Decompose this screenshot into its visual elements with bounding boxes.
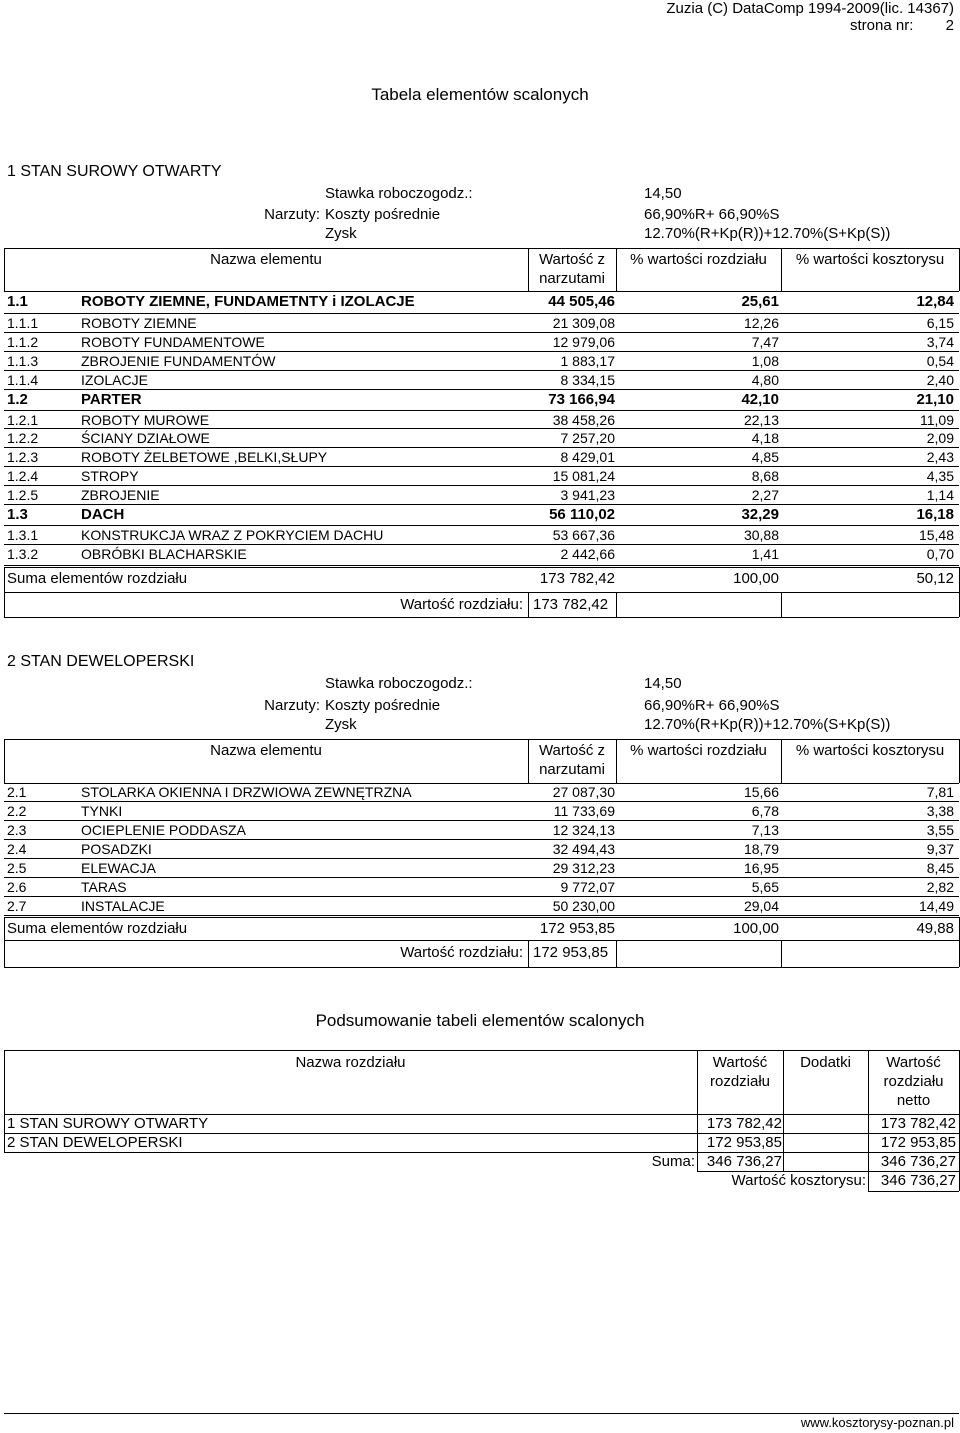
- sum-pct-total: 50,12: [916, 570, 954, 587]
- section-title: 2 STAN DEWELOPERSKI: [7, 653, 195, 670]
- row-value: 29 312,23: [552, 860, 615, 876]
- row-pct-total: 3,74: [926, 334, 954, 350]
- row-pct-chapter: 12,26: [743, 315, 779, 331]
- row-value: 2 442,66: [560, 546, 615, 562]
- row-pct-total: 8,45: [926, 860, 954, 876]
- row-name: TYNKI: [81, 803, 123, 819]
- summary-row-net: 173 782,42: [880, 1115, 956, 1132]
- row-pct-total: 6,15: [926, 315, 954, 331]
- row-pct-total: 3,38: [926, 803, 954, 819]
- summary-sum-value: 346 736,27: [706, 1153, 782, 1170]
- row-pct-chapter: 4,85: [751, 449, 779, 465]
- rate-label: Stawka roboczogodz.:: [325, 675, 473, 692]
- col-header-pct-chapter: % wartości rozdziału: [630, 742, 767, 759]
- summary-title: Podsumowanie tabeli elementów scalonych: [315, 1011, 645, 1030]
- footer-url: www.kosztorysy-poznan.pl: [800, 1415, 954, 1430]
- chapter-value-label: Wartość rozdziału:: [400, 944, 523, 961]
- row-pct-total: 21,10: [916, 391, 954, 408]
- row-number: 1.2: [7, 391, 28, 408]
- chapter-box-divider: [528, 592, 529, 617]
- sum-left-border: [4, 917, 5, 940]
- col-header-name: Nazwa elementu: [210, 742, 322, 759]
- row-value: 50 230,00: [552, 898, 615, 914]
- row-number: 1.1.2: [7, 334, 39, 350]
- profit-label: Zysk: [325, 225, 357, 242]
- table-top-border: [4, 248, 959, 249]
- row-number: 1.2.2: [7, 430, 39, 446]
- row-divider: [4, 820, 959, 821]
- col-header-pct-total: % wartości kosztorysu: [795, 251, 945, 268]
- summary-row-name: 1 STAN SUROWY OTWARTY: [7, 1115, 209, 1132]
- row-number: 1.2.5: [7, 487, 39, 503]
- row-divider: [4, 504, 959, 505]
- row-name: KONSTRUKCJA WRAZ Z POKRYCIEM DACHU: [81, 527, 384, 543]
- summary-row-name: 2 STAN DEWELOPERSKI: [7, 1134, 183, 1151]
- row-divider: [4, 370, 959, 371]
- sum-value: 173 782,42: [539, 570, 615, 587]
- summary-col-net-2: rozdziału: [883, 1073, 944, 1090]
- row-name: ROBOTY ZIEMNE, FUNDAMETNTY i IZOLACJE: [81, 293, 415, 310]
- row-value: 15 081,24: [552, 468, 615, 484]
- row-divider: [4, 839, 959, 840]
- col-header-value-2: narzutami: [539, 270, 605, 287]
- row-pct-chapter: 29,04: [743, 898, 779, 914]
- chapter-value-label: Wartość rozdziału:: [400, 596, 523, 613]
- summary-col-extra: Dodatki: [800, 1054, 851, 1071]
- summary-row-divider: [868, 1191, 959, 1192]
- sum-pct-chapter: 100,00: [733, 570, 779, 587]
- chapter-box-divider: [528, 940, 529, 967]
- row-pct-chapter: 18,79: [743, 841, 779, 857]
- row-number: 2.3: [7, 822, 27, 838]
- chapter-box-divider: [781, 592, 782, 617]
- row-number: 2.5: [7, 860, 27, 876]
- rate-value: 14,50: [644, 675, 682, 692]
- row-name: ROBOTY ŻELBETOWE ,BELKI,SŁUPY: [81, 449, 328, 465]
- page-number-label: strona nr:: [850, 17, 914, 34]
- row-pct-chapter: 1,08: [751, 353, 779, 369]
- page-title: Tabela elementów scalonych: [371, 85, 589, 104]
- row-value: 44 505,46: [548, 293, 615, 310]
- row-divider: [4, 896, 959, 897]
- row-name: DACH: [81, 506, 125, 523]
- row-pct-total: 1,14: [926, 487, 954, 503]
- indirect-value: 66,90%R+ 66,90%S: [644, 206, 780, 223]
- row-value: 9 772,07: [560, 879, 615, 895]
- chapter-box-left: [4, 592, 5, 617]
- row-pct-chapter: 1,41: [751, 546, 779, 562]
- chapter-box-bottom: [4, 967, 959, 968]
- row-divider: [4, 544, 959, 545]
- row-pct-chapter: 8,68: [751, 468, 779, 484]
- col-header-pct-chapter: % wartości rozdziału: [630, 251, 767, 268]
- row-value: 1 883,17: [560, 353, 615, 369]
- row-value: 8 334,15: [560, 372, 615, 388]
- surcharge-label: Narzuty:: [264, 697, 320, 714]
- row-pct-total: 2,82: [926, 879, 954, 895]
- row-pct-chapter: 5,65: [751, 879, 779, 895]
- row-divider: [4, 525, 959, 526]
- row-name: ROBOTY ZIEMNE: [81, 315, 197, 331]
- row-name: ELEWACJA: [81, 860, 156, 876]
- row-name: ROBOTY MUROWE: [81, 412, 210, 428]
- row-name: ROBOTY FUNDAMENTOWE: [81, 334, 265, 350]
- row-number: 1.3: [7, 506, 28, 523]
- section-title: 1 STAN SUROWY OTWARTY: [7, 163, 222, 180]
- row-pct-total: 2,43: [926, 449, 954, 465]
- summary-total-value: 346 736,27: [880, 1172, 956, 1189]
- row-number: 2.2: [7, 803, 27, 819]
- row-divider: [4, 447, 959, 448]
- sum-label: Suma elementów rozdziału: [7, 920, 188, 937]
- row-number: 1.1.4: [7, 372, 39, 388]
- sum-label: Suma elementów rozdziału: [7, 570, 188, 587]
- summary-row-net: 172 953,85: [880, 1134, 956, 1151]
- summary-col-net-3: netto: [896, 1092, 931, 1109]
- row-pct-chapter: 32,29: [741, 506, 779, 523]
- row-pct-chapter: 2,27: [751, 487, 779, 503]
- summary-col-value: Wartość: [712, 1054, 768, 1071]
- row-value: 56 110,02: [549, 506, 615, 523]
- row-value: 12 324,13: [552, 822, 615, 838]
- profit-value: 12.70%(R+Kp(R))+12.70%(S+Kp(S)): [644, 225, 891, 242]
- rate-label: Stawka roboczogodz.:: [325, 185, 473, 202]
- table-header-border: [4, 291, 959, 292]
- table-top-border: [4, 739, 959, 740]
- row-divider: [4, 389, 959, 390]
- row-name: INSTALACJE: [81, 898, 165, 914]
- row-number: 1.2.3: [7, 449, 39, 465]
- summary-row-value: 172 953,85: [706, 1134, 782, 1151]
- row-pct-chapter: 30,88: [743, 527, 779, 543]
- row-pct-total: 2,40: [926, 372, 954, 388]
- col-header-name: Nazwa elementu: [210, 251, 322, 268]
- row-pct-total: 16,18: [916, 506, 954, 523]
- row-divider: [4, 565, 959, 566]
- row-name: STROPY: [81, 468, 139, 484]
- surcharge-label: Narzuty:: [264, 206, 320, 223]
- col-header-value-2: narzutami: [539, 761, 605, 778]
- chapter-box-divider: [781, 940, 782, 967]
- row-number: 2.7: [7, 898, 27, 914]
- row-pct-chapter: 6,78: [751, 803, 779, 819]
- row-divider: [4, 428, 959, 429]
- row-pct-total: 11,09: [920, 412, 954, 428]
- chapter-value: 172 953,85: [533, 944, 609, 961]
- row-divider: [4, 313, 959, 314]
- row-divider: [4, 466, 959, 467]
- row-value: 38 458,26: [552, 412, 615, 428]
- summary-row-value: 173 782,42: [706, 1115, 782, 1132]
- row-number: 1.1.1: [7, 315, 39, 331]
- row-value: 27 087,30: [552, 784, 615, 800]
- summary-col-value-2: rozdziału: [709, 1073, 771, 1090]
- row-pct-total: 0,54: [926, 353, 954, 369]
- row-number: 2.1: [7, 784, 27, 800]
- row-pct-total: 7,81: [926, 784, 954, 800]
- indirect-label: Koszty pośrednie: [325, 206, 441, 223]
- row-name: ZBROJENIE: [81, 487, 160, 503]
- row-number: 1.1: [7, 293, 28, 310]
- rate-value: 14,50: [644, 185, 682, 202]
- row-pct-chapter: 7,47: [751, 334, 779, 350]
- row-pct-chapter: 4,18: [751, 430, 779, 446]
- row-value: 53 667,36: [552, 527, 615, 543]
- row-pct-total: 2,09: [926, 430, 954, 446]
- chapter-box-bottom: [4, 617, 959, 618]
- footer-divider: [4, 1413, 959, 1414]
- row-number: 1.2.4: [7, 468, 39, 484]
- row-divider: [4, 410, 959, 411]
- profit-value: 12.70%(R+Kp(R))+12.70%(S+Kp(S)): [644, 716, 891, 733]
- summary-col-divider: [868, 1050, 869, 1191]
- sum-bottom-border: [4, 592, 959, 593]
- summary-sum-net: 346 736,27: [880, 1153, 956, 1170]
- row-divider: [4, 332, 959, 333]
- row-divider: [4, 351, 959, 352]
- row-name: TARAS: [81, 879, 127, 895]
- row-name: ZBROJENIE FUNDAMENTÓW: [81, 353, 276, 369]
- profit-label: Zysk: [325, 716, 357, 733]
- indirect-value: 66,90%R+ 66,90%S: [644, 697, 780, 714]
- summary-col-name: Nazwa rozdziału: [295, 1054, 406, 1071]
- row-name: OCIEPLENIE PODDASZA: [81, 822, 246, 838]
- row-value: 3 941,23: [560, 487, 615, 503]
- summary-row-divider: [4, 1152, 959, 1153]
- row-divider: [4, 858, 959, 859]
- indirect-label: Koszty pośrednie: [325, 697, 441, 714]
- row-pct-chapter: 25,61: [741, 293, 779, 310]
- row-number: 1.1.3: [7, 353, 39, 369]
- row-divider: [4, 877, 959, 878]
- chapter-box-divider: [616, 592, 617, 617]
- row-value: 21 309,08: [552, 315, 615, 331]
- summary-total-label: Wartość kosztorysu:: [731, 1172, 866, 1189]
- summary-top-border: [4, 1050, 959, 1051]
- row-number: 1.2.1: [7, 412, 39, 428]
- sum-pct-total: 49,88: [916, 920, 954, 937]
- summary-col-net: Wartość: [886, 1054, 941, 1071]
- row-name: PARTER: [81, 391, 142, 408]
- row-value: 32 494,43: [552, 841, 615, 857]
- chapter-box-divider: [616, 940, 617, 967]
- row-pct-chapter: 4,80: [751, 372, 779, 388]
- sum-bottom-border: [4, 940, 959, 941]
- page-number: 2: [945, 17, 954, 34]
- row-pct-total: 14,49: [918, 898, 954, 914]
- summary-sum-label: Suma:: [651, 1153, 695, 1170]
- col-header-value: Wartość z: [538, 251, 606, 268]
- sum-top-border: [4, 917, 959, 918]
- row-pct-chapter: 22,13: [743, 412, 779, 428]
- row-number: 1.3.2: [7, 546, 39, 562]
- row-pct-total: 3,55: [926, 822, 954, 838]
- row-name: ŚCIANY DZIAŁOWE: [81, 430, 210, 446]
- sum-left-border: [4, 567, 5, 592]
- row-pct-total: 9,37: [926, 841, 954, 857]
- row-pct-total: 4,35: [926, 468, 954, 484]
- row-number: 1.3.1: [7, 527, 39, 543]
- row-name: OBRÓBKI BLACHARSKIE: [81, 546, 247, 562]
- row-name: POSADZKI: [81, 841, 152, 857]
- col-header-pct-total: % wartości kosztorysu: [795, 742, 945, 759]
- sum-pct-chapter: 100,00: [733, 920, 779, 937]
- row-pct-chapter: 16,95: [743, 860, 779, 876]
- row-number: 2.6: [7, 879, 27, 895]
- row-pct-chapter: 42,10: [741, 391, 779, 408]
- row-divider: [4, 485, 959, 486]
- row-pct-total: 15,48: [918, 527, 954, 543]
- row-divider: [4, 915, 959, 916]
- row-pct-total: 0,70: [926, 546, 954, 562]
- row-name: IZOLACJE: [81, 372, 148, 388]
- software-license: Zuzia (C) DataComp 1994-2009(lic. 14367): [666, 0, 954, 17]
- chapter-value: 173 782,42: [533, 596, 609, 613]
- row-pct-total: 12,84: [916, 293, 954, 310]
- col-header-value: Wartość z: [538, 742, 606, 759]
- chapter-box-left: [4, 940, 5, 967]
- row-value: 73 166,94: [548, 391, 615, 408]
- row-pct-chapter: 7,13: [751, 822, 779, 838]
- row-name: STOLARKA OKIENNA I DRZWIOWA ZEWNĘTRZNA: [81, 784, 412, 800]
- sum-value: 172 953,85: [539, 920, 615, 937]
- row-value: 11 733,69: [553, 803, 615, 819]
- row-value: 8 429,01: [560, 449, 615, 465]
- row-divider: [4, 801, 959, 802]
- row-value: 7 257,20: [560, 430, 615, 446]
- row-number: 2.4: [7, 841, 27, 857]
- row-pct-chapter: 15,66: [743, 784, 779, 800]
- sum-top-border: [4, 567, 959, 568]
- row-value: 12 979,06: [552, 334, 615, 350]
